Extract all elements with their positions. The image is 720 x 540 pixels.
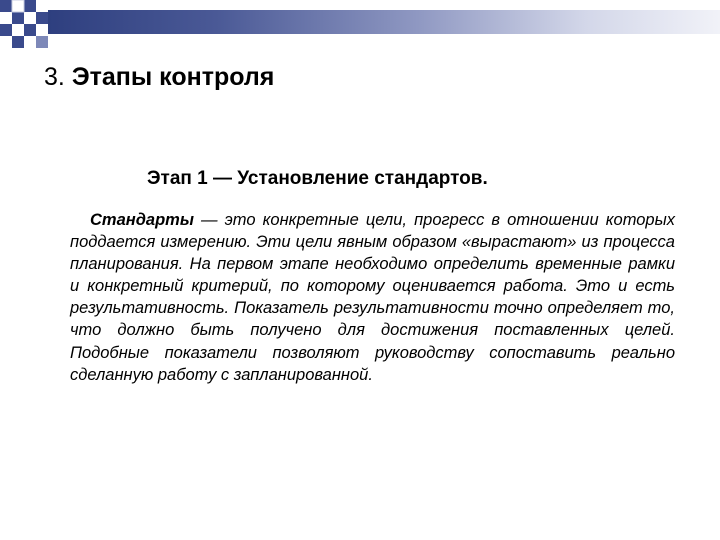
slide-title bbox=[44, 60, 274, 94]
slide-title-number: 3. bbox=[44, 63, 65, 91]
checker-decoration bbox=[0, 0, 48, 48]
header-gradient-bar bbox=[48, 10, 720, 34]
body-definition: — это конкретные цели, прогресс в отношении которых поддается измерению. Эти цели явным образом «вырастают» из процесса планирования. На первом этапе необходимо определить временные рамки и конкретный критерий, по которому оценивается работа. Это и есть результативность. Показатель результативности точно определяет то, что должно быть получено для достижения поставленных целей. Подобные показатели позволяют руководству сопоставить реально сделанную работу с запланированной. bbox=[70, 211, 675, 384]
body-paragraph bbox=[70, 209, 675, 386]
body-term: Стандарты bbox=[90, 211, 194, 229]
slide-title-text: Этапы контроля bbox=[71, 63, 275, 91]
stage-heading: Этап 1 — Установление стандартов. bbox=[147, 168, 488, 189]
